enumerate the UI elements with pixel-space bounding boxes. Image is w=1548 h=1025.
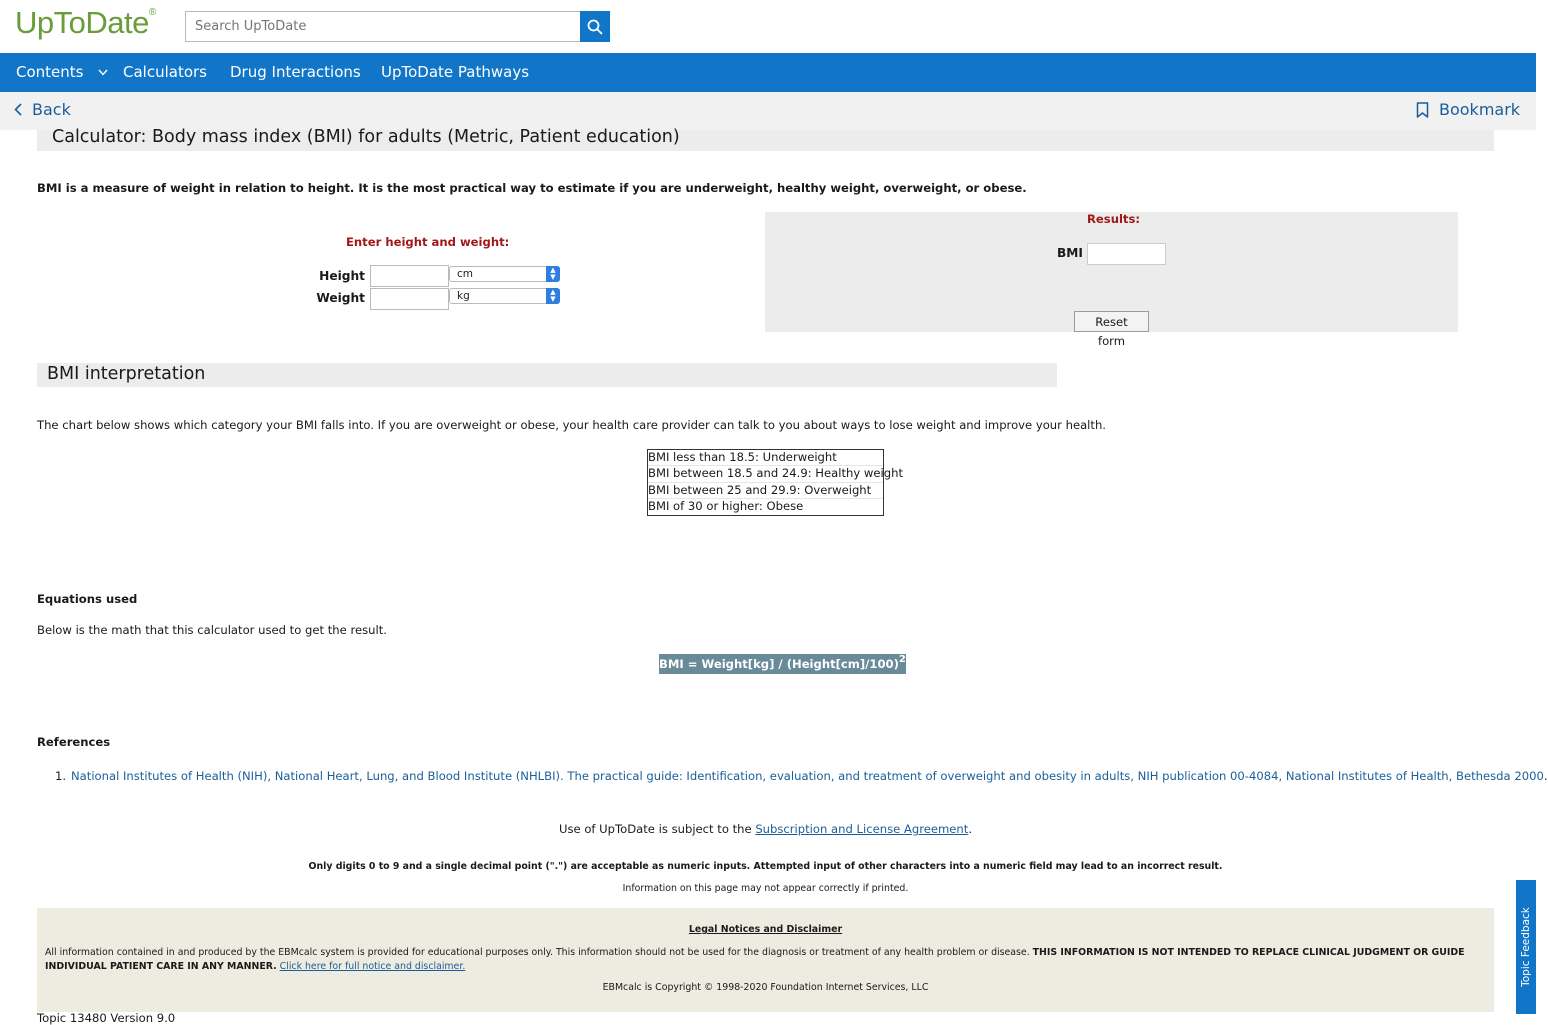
chevron-left-icon — [14, 103, 22, 116]
legal-text-body: All information contained in and produced by the EBMcalc system is provided for educational purposes only. This information should not be used for the diagnosis or treatment of any health problem or disease. — [45, 947, 1033, 958]
weight-unit-select[interactable] — [449, 288, 560, 304]
interpretation-text: The chart below shows which category your BMI falls into. If you are overweight or obese, your health care provider can talk to you about ways to lose weight and improve your health. — [37, 418, 1106, 432]
bmi-category-table — [647, 449, 903, 516]
enter-height-weight-label: Enter height and weight: — [346, 235, 510, 249]
table-row: BMI between 18.5 and 24.9: Healthy weight — [648, 466, 883, 482]
page-title: Calculator: Body mass index (BMI) for adults (Metric, Patient education) — [52, 127, 680, 147]
print-note: Information on this page may not appear correctly if printed. — [622, 883, 909, 894]
license-agreement-link[interactable]: Subscription and License Agreement — [755, 822, 969, 836]
main-navbar — [0, 53, 1536, 92]
search-input[interactable] — [185, 11, 581, 42]
back-button[interactable] — [14, 100, 71, 119]
weight-input[interactable] — [370, 288, 449, 310]
equations-subtext: Below is the math that this calculator used to get the result. — [37, 623, 387, 637]
chevron-down-icon — [98, 69, 108, 76]
select-arrows-icon: ▲ ▼ — [546, 266, 560, 282]
height-unit-value: cm — [457, 268, 474, 280]
copyright-text: EBMcalc is Copyright © 1998-2020 Foundation Internet Services, LLC — [602, 982, 929, 993]
license-prefix: Use of UpToDate is subject to the — [558, 822, 756, 836]
sub-toolbar — [0, 92, 1536, 130]
table-row: BMI less than 18.5: Underweight — [648, 450, 883, 466]
formula-exponent: 2 — [898, 654, 906, 665]
bookmark-label: Bookmark — [1439, 100, 1521, 119]
reference-number: 1. — [55, 769, 67, 783]
height-label: Height — [319, 269, 365, 283]
numeric-input-note: Only digits 0 to 9 and a single decimal point (".") are acceptable as numeric inputs. Attempted input of other characters into a numeric field may lead to an incorrect result. — [308, 861, 1223, 872]
height-input[interactable] — [370, 265, 449, 287]
topic-version: Topic 13480 Version 9.0 — [37, 1011, 176, 1025]
reference-link[interactable] — [71, 769, 1548, 783]
uptodate-logo[interactable]: UpToDate® — [15, 5, 156, 40]
bmi-formula — [659, 654, 906, 674]
legal-text-bold: THIS INFORMATION IS NOT INTENDED TO REPLACE CLINICAL JUDGMENT OR GUIDE INDIVIDUAL PATIENT CARE IN ANY MANNER. — [45, 947, 1465, 972]
intro-text: BMI is a measure of weight in relation to height. It is the most practical way to estimate if you are underweight, healthy weight, overweight, or obese. — [37, 181, 1027, 195]
table-row: BMI of 30 or higher: Obese — [648, 498, 804, 513]
nav-uptodate-pathways[interactable]: UpToDate Pathways — [381, 63, 530, 81]
bookmark-icon — [1416, 102, 1429, 118]
nav-contents-label: Contents — [16, 63, 84, 81]
reset-form-button[interactable]: Reset form — [1074, 311, 1149, 332]
interpretation-title: BMI interpretation — [47, 364, 206, 384]
nav-contents[interactable] — [16, 53, 108, 92]
weight-unit-value: kg — [457, 290, 470, 302]
nav-calculators[interactable]: Calculators — [123, 63, 207, 81]
legal-disclaimer-text — [45, 946, 1485, 973]
reference-link-text[interactable]: National Institutes of Health (NIH), National Heart, Lung, and Blood Institute (NHLBI). The practical guide: Identification, evaluation, and treatment of overweight and obesity in adults, NIH publication 00-4084, National Institutes of Health, Bethesda 2000 — [71, 769, 1544, 783]
full-disclaimer-link[interactable]: Click here for full notice and disclaimer. — [279, 960, 466, 972]
table-row: BMI between 25 and 29.9: Overweight — [648, 483, 883, 499]
formula-text: BMI = Weight[kg] / (Height[cm]/100) — [659, 657, 899, 671]
select-arrows-icon: ▲ ▼ — [546, 288, 560, 304]
references-heading: References — [37, 735, 111, 749]
weight-label: Weight — [316, 291, 365, 305]
bmi-result-label: BMI — [1057, 246, 1083, 260]
equations-heading: Equations used — [37, 592, 138, 606]
license-suffix: . — [968, 822, 973, 836]
bmi-result-field — [1087, 243, 1166, 265]
search-icon — [587, 19, 603, 35]
height-unit-select[interactable] — [449, 266, 560, 282]
license-notice — [0, 822, 1531, 836]
legal-title: Legal Notices and Disclaimer — [688, 924, 843, 935]
reference-trail: . — [1543, 769, 1548, 783]
nav-drug-interactions[interactable]: Drug Interactions — [230, 63, 361, 81]
search-button[interactable] — [580, 11, 610, 42]
topic-feedback-tab[interactable] — [1516, 880, 1536, 1014]
back-label: Back — [32, 100, 71, 119]
topic-feedback-label: Topic Feedback — [1520, 907, 1532, 987]
bookmark-button[interactable] — [1416, 100, 1520, 119]
results-label: Results: — [1087, 212, 1140, 226]
